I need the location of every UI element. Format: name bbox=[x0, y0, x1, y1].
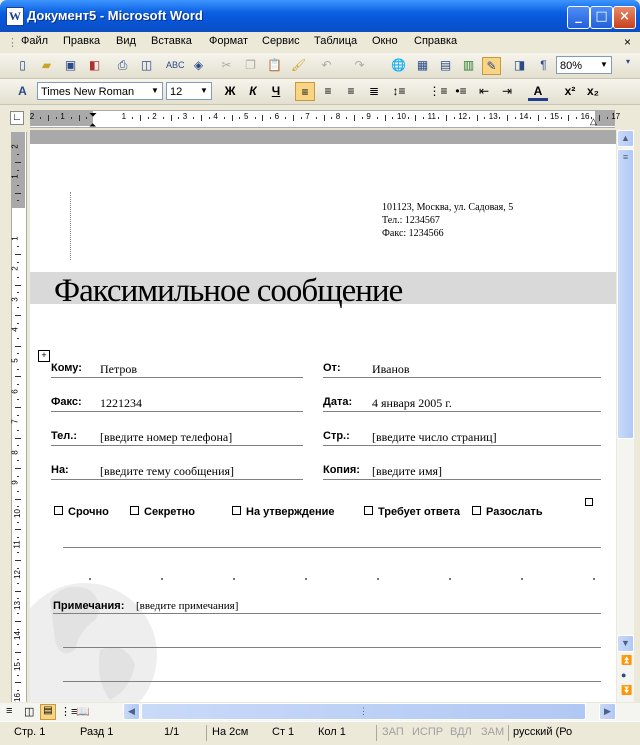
vertical-ruler-tick-label: 3 bbox=[10, 297, 20, 302]
ruler-tick-mark bbox=[607, 117, 608, 119]
notes-value[interactable]: [введите примечания] bbox=[136, 600, 239, 612]
insert-table-icon[interactable]: ▤ bbox=[439, 58, 452, 72]
ruler-tick-mark bbox=[576, 117, 577, 119]
ruler-tick-mark bbox=[132, 117, 133, 119]
maximize-button[interactable]: □ bbox=[590, 6, 613, 29]
vertical-ruler-tick-mark bbox=[17, 629, 19, 630]
ruler-tick-label: 11 bbox=[427, 112, 436, 121]
right-indent-marker[interactable]: △ bbox=[590, 116, 597, 126]
horizontal-scroll-thumb[interactable]: ⋮ bbox=[141, 703, 586, 720]
ruler-tick-mark bbox=[48, 115, 49, 121]
vertical-ruler-tick-label: 6 bbox=[10, 388, 20, 394]
vertical-ruler-tick-mark bbox=[17, 445, 19, 446]
copy-icon[interactable]: ❐ bbox=[245, 58, 256, 72]
close-button[interactable]: × bbox=[613, 6, 636, 29]
vertical-ruler-tick-mark bbox=[17, 338, 19, 339]
ruler-tick-label: 15 bbox=[550, 112, 559, 121]
ruler-tick-label: 17 bbox=[611, 112, 621, 121]
ruler-tick-mark bbox=[561, 117, 562, 119]
vertical-ruler-tick-mark bbox=[17, 262, 19, 263]
vertical-ruler-tick-mark bbox=[15, 162, 21, 163]
scroll-right-button[interactable]: ▶ bbox=[599, 703, 616, 720]
cc-value[interactable]: [введите имя] bbox=[372, 464, 443, 478]
menu-window[interactable]: Окно bbox=[372, 35, 398, 47]
grid-dot bbox=[89, 578, 91, 580]
vertical-ruler-tick-mark bbox=[17, 415, 19, 416]
fax-label: Факс: bbox=[51, 396, 82, 408]
grid-dot bbox=[377, 578, 379, 580]
font-select[interactable] bbox=[37, 82, 163, 100]
subject-label: На: bbox=[51, 464, 69, 476]
vertical-ruler-tick-mark bbox=[15, 438, 21, 439]
vertical-ruler-tick-mark bbox=[17, 644, 19, 645]
ruler-tick-mark bbox=[324, 115, 325, 121]
decrease-indent-icon[interactable]: ⇤ bbox=[478, 84, 490, 98]
notes-underline bbox=[53, 613, 601, 614]
vertical-ruler-tick-label: 1 bbox=[10, 174, 20, 180]
vertical-ruler-tick-mark bbox=[17, 659, 19, 660]
checkbox-urgent[interactable]: Срочно bbox=[54, 506, 109, 518]
ruler-tick-mark bbox=[385, 115, 386, 121]
ruler-tick-mark bbox=[293, 115, 294, 121]
print-icon[interactable]: ⎙ bbox=[117, 58, 128, 72]
bold-button[interactable]: Ж bbox=[224, 84, 236, 98]
vertical-ruler-tick-mark bbox=[17, 568, 19, 569]
ruler-tick-label: 3 bbox=[182, 112, 188, 121]
ruler-tick-mark bbox=[484, 117, 485, 119]
zoom-select[interactable] bbox=[556, 56, 612, 74]
vertical-ruler-tick-label: 16 bbox=[12, 692, 22, 702]
vertical-ruler-tick-label: 1 bbox=[10, 235, 20, 241]
pages-label: Стр.: bbox=[323, 430, 350, 442]
chevron-down-icon: ▼ bbox=[600, 60, 608, 69]
vertical-ruler-tick-mark bbox=[15, 407, 21, 408]
vertical-ruler-tick-label: 15 bbox=[12, 662, 22, 671]
vertical-ruler-tick-mark bbox=[17, 369, 19, 370]
grid-dot bbox=[449, 578, 451, 580]
ruler-tick-label: 12 bbox=[458, 112, 468, 121]
menu-close-icon[interactable]: × bbox=[624, 35, 632, 49]
vertical-ruler-tick-mark bbox=[17, 399, 19, 400]
vertical-ruler-tick-mark bbox=[15, 376, 21, 377]
menu-tools[interactable]: Сервис bbox=[262, 35, 300, 47]
sender-phone: Тел.: 1234567 bbox=[382, 215, 440, 226]
menu-grip: ⋮ bbox=[7, 37, 18, 49]
superscript-icon[interactable]: x² bbox=[564, 84, 576, 98]
phone-label: Тел.: bbox=[51, 430, 77, 442]
row-underline bbox=[323, 411, 601, 412]
ruler-tick-mark bbox=[446, 115, 447, 121]
separator-line bbox=[63, 547, 601, 548]
ruler-tick-mark bbox=[377, 117, 378, 119]
status-divider bbox=[508, 725, 509, 741]
new-document-icon[interactable]: ▯ bbox=[19, 58, 26, 72]
ruler-tick-label: 10 bbox=[397, 112, 406, 121]
from-value[interactable]: Иванов bbox=[372, 362, 410, 376]
line-spacing-icon[interactable]: ↕≡ bbox=[392, 84, 406, 98]
chevron-down-icon: ▼ bbox=[151, 86, 159, 95]
vertical-ruler-tick-mark bbox=[15, 285, 21, 286]
ruler-tick-mark bbox=[239, 117, 240, 119]
vertical-ruler-tick-label: 2 bbox=[10, 144, 20, 149]
vertical-ruler-ticks bbox=[11, 132, 25, 702]
bullets-icon[interactable]: •≡ bbox=[455, 84, 467, 98]
row-underline bbox=[51, 377, 303, 378]
status-language[interactable]: русский (Ро bbox=[513, 726, 573, 738]
toolbar-options-icon[interactable]: ▾ bbox=[626, 57, 631, 66]
vertical-ruler-tick-mark bbox=[17, 430, 19, 431]
status-record[interactable]: ЗАП bbox=[382, 726, 404, 738]
page-top-gap bbox=[30, 130, 616, 144]
ruler-tick-mark bbox=[56, 117, 57, 119]
document-title[interactable]: Факсимильное сообщение bbox=[54, 273, 403, 309]
ruler-tick-mark bbox=[423, 117, 424, 119]
numbering-icon[interactable]: ⋮≡ bbox=[428, 84, 448, 98]
font-size-select[interactable] bbox=[166, 82, 212, 100]
vertical-ruler-tick-mark bbox=[15, 621, 21, 622]
justify-icon[interactable]: ≣ bbox=[368, 84, 380, 98]
ruler-tick-mark bbox=[285, 117, 286, 119]
checkbox-distribute[interactable]: Разослать bbox=[472, 506, 543, 518]
ruler-tick-label: 5 bbox=[244, 112, 249, 121]
vertical-scroll-thumb[interactable]: ≡ bbox=[617, 149, 634, 439]
ruler-tick-mark bbox=[71, 117, 72, 119]
redo-icon[interactable]: ↷ bbox=[354, 58, 365, 72]
scroll-down-button[interactable]: ▼ bbox=[617, 635, 634, 652]
left-indent-marker[interactable]: ⏶ bbox=[89, 120, 97, 130]
vertical-scrollbar[interactable] bbox=[617, 130, 634, 702]
vertical-ruler-tick-label: 2 bbox=[10, 266, 20, 271]
ruler-tick-mark bbox=[454, 117, 455, 119]
menu-format[interactable]: Формат bbox=[209, 35, 249, 47]
open-folder-icon[interactable]: ▰ bbox=[41, 58, 52, 72]
menu-bar bbox=[0, 32, 640, 52]
grid-dot bbox=[593, 578, 595, 580]
window-title: Документ5 - Microsoft Word bbox=[27, 8, 203, 23]
ruler-tick-mark bbox=[148, 117, 149, 119]
horizontal-scrollbar-area bbox=[0, 703, 640, 721]
notes-label: Примечания: bbox=[53, 600, 125, 612]
vertical-ruler-tick-mark bbox=[17, 292, 19, 293]
vertical-ruler-tick-label: 14 bbox=[12, 631, 22, 641]
ruler-tick-label: 7 bbox=[305, 112, 310, 121]
ruler-tick-mark bbox=[209, 117, 210, 119]
menu-edit[interactable]: Правка bbox=[63, 35, 101, 47]
dotted-row bbox=[30, 576, 616, 582]
research-icon[interactable]: ◈ bbox=[193, 58, 204, 72]
grid-dot bbox=[233, 578, 235, 580]
vertical-ruler-tick-mark bbox=[15, 254, 21, 255]
grid-dot bbox=[305, 578, 307, 580]
formatting-toolbar bbox=[0, 79, 640, 105]
web-layout-icon[interactable]: ◫ bbox=[24, 706, 35, 718]
spelling-icon[interactable]: ABC bbox=[166, 60, 185, 70]
menu-insert[interactable]: Вставка bbox=[151, 35, 192, 47]
print-preview-icon[interactable]: ◫ bbox=[140, 58, 153, 72]
vertical-ruler-tick-mark bbox=[17, 522, 19, 523]
vertical-ruler-tick-mark bbox=[17, 353, 19, 354]
status-bar bbox=[0, 721, 640, 745]
vertical-ruler-tick-mark bbox=[17, 491, 19, 492]
ruler-tick-label: 14 bbox=[519, 112, 529, 121]
vertical-ruler-tick-label: 10 bbox=[12, 509, 22, 518]
vertical-ruler-tick-mark bbox=[15, 652, 21, 653]
ruler-tick-mark bbox=[331, 117, 332, 119]
phone-value[interactable]: [введите номер телефона] bbox=[100, 430, 233, 444]
table-resize-handle[interactable] bbox=[585, 498, 593, 506]
select-browse-object-icon[interactable]: ● bbox=[621, 670, 627, 680]
date-label: Дата: bbox=[323, 396, 353, 408]
notes-line bbox=[63, 647, 601, 648]
status-at: На 2см bbox=[212, 726, 249, 738]
status-track-changes[interactable]: ИСПР bbox=[412, 726, 444, 738]
ruler-tick-mark bbox=[171, 115, 172, 121]
document-map-icon[interactable]: ◨ bbox=[513, 58, 526, 72]
vertical-ruler-tick-label: 4 bbox=[10, 327, 20, 333]
status-overtype[interactable]: ЗАМ bbox=[481, 726, 505, 738]
previous-page-icon[interactable]: ⏫ bbox=[621, 655, 633, 665]
vertical-ruler-tick-mark bbox=[17, 506, 19, 507]
ruler-tick-mark bbox=[545, 117, 546, 119]
ruler-tick-mark bbox=[86, 117, 87, 119]
vertical-ruler-tick-mark bbox=[17, 537, 19, 538]
standard-toolbar bbox=[0, 53, 640, 79]
ruler-tick-label: 6 bbox=[274, 112, 280, 121]
underline-button[interactable]: Ч bbox=[271, 84, 281, 98]
ruler-tick-mark bbox=[469, 117, 470, 119]
vertical-ruler-tick-mark bbox=[15, 193, 21, 194]
ruler-tick-label: 8 bbox=[335, 112, 341, 121]
menu-view[interactable]: Вид bbox=[116, 35, 136, 47]
undo-icon[interactable]: ↶ bbox=[321, 58, 332, 72]
vertical-ruler-tick-mark bbox=[17, 246, 19, 247]
permission-icon[interactable]: ◧ bbox=[88, 58, 101, 72]
ruler-tick-mark bbox=[316, 117, 317, 119]
tab-selector-icon[interactable]: ∟ bbox=[10, 111, 24, 125]
vertical-ruler-tick-label: 12 bbox=[12, 570, 22, 580]
row-underline bbox=[323, 445, 601, 446]
vertical-ruler-tick-mark bbox=[15, 468, 21, 469]
ruler-tick-mark bbox=[193, 117, 194, 119]
vertical-ruler-tick-mark bbox=[17, 384, 19, 385]
ruler-tick-label: 1 bbox=[60, 112, 65, 121]
cut-icon[interactable]: ✂ bbox=[221, 58, 232, 72]
to-value[interactable]: Петров bbox=[100, 362, 138, 376]
show-hide-icon[interactable]: ¶ bbox=[540, 58, 547, 72]
vertical-ruler-tick-mark bbox=[17, 200, 19, 201]
vertical-ruler-tick-mark bbox=[17, 170, 19, 171]
vertical-ruler-tick-mark bbox=[17, 613, 19, 614]
increase-indent-icon[interactable]: ⇥ bbox=[501, 84, 513, 98]
ruler-tick-mark bbox=[301, 117, 302, 119]
font-color-button[interactable]: A bbox=[528, 82, 548, 101]
vertical-ruler-tick-mark bbox=[15, 346, 21, 347]
grid-dot bbox=[521, 578, 523, 580]
vertical-ruler-tick-mark bbox=[15, 560, 21, 561]
cc-label: Копия: bbox=[323, 464, 360, 476]
ruler-tick-mark bbox=[568, 115, 569, 121]
menu-file[interactable]: Файл bbox=[21, 35, 49, 47]
ruler-tick-mark bbox=[362, 117, 363, 119]
drawing-icon[interactable]: ✎ bbox=[482, 57, 501, 75]
sender-address: 101123, Москва, ул. Садовая, 5 bbox=[382, 202, 514, 213]
font-size-value: 12 bbox=[170, 86, 183, 98]
pages-value[interactable]: [введите число страниц] bbox=[372, 430, 497, 444]
ruler-tick-label: 9 bbox=[366, 112, 371, 121]
first-line-indent-marker[interactable]: ⏷ bbox=[89, 110, 97, 121]
status-pages: 1/1 bbox=[164, 726, 180, 738]
ruler-tick-mark bbox=[515, 117, 516, 119]
vertical-ruler-tick-label: 11 bbox=[12, 539, 22, 549]
row-underline bbox=[51, 479, 303, 480]
vertical-ruler-tick-mark bbox=[17, 154, 19, 155]
zoom-value: 80% bbox=[560, 60, 583, 72]
subject-value[interactable]: [введите тему сообщения] bbox=[100, 464, 235, 478]
ruler-tick-mark bbox=[507, 115, 508, 121]
row-underline bbox=[323, 479, 601, 480]
vertical-ruler-tick-mark bbox=[17, 552, 19, 553]
ruler-tick-mark bbox=[438, 117, 439, 119]
row-underline bbox=[323, 377, 601, 378]
menu-help[interactable]: Справка bbox=[414, 35, 458, 47]
menu-table[interactable]: Таблица bbox=[314, 35, 358, 47]
ruler-tick-mark bbox=[224, 117, 225, 119]
ruler-tick-mark bbox=[408, 117, 409, 119]
status-extend[interactable]: ВДЛ bbox=[450, 726, 472, 738]
status-page: Стр. 1 bbox=[14, 726, 46, 738]
to-label: Кому: bbox=[51, 362, 82, 374]
grid-dot bbox=[161, 578, 163, 580]
fax-value[interactable]: 1221234 bbox=[100, 396, 142, 410]
date-value[interactable]: 4 января 2005 г. bbox=[372, 396, 452, 410]
ruler-tick-mark bbox=[40, 117, 41, 119]
ruler-tick-mark bbox=[201, 115, 202, 121]
scroll-up-button[interactable]: ▲ bbox=[617, 130, 634, 147]
ruler-tick-label: 1 bbox=[121, 112, 127, 121]
ruler-tick-mark bbox=[477, 115, 478, 121]
ruler-tick-mark bbox=[415, 115, 416, 121]
vertical-ruler-tick-mark bbox=[17, 323, 19, 324]
vertical-ruler-tick-label: 5 bbox=[10, 358, 20, 363]
vertical-ruler-tick-mark bbox=[17, 277, 19, 278]
row-underline bbox=[51, 445, 303, 446]
ruler-tick-mark bbox=[255, 117, 256, 119]
align-center-icon[interactable]: ≡ bbox=[324, 84, 332, 98]
styles-icon[interactable]: A bbox=[18, 84, 27, 98]
status-section: Разд 1 bbox=[80, 726, 114, 738]
ruler-tick-label: 4 bbox=[213, 112, 218, 121]
font-value: Times New Roman bbox=[41, 86, 135, 98]
vertical-ruler-tick-mark bbox=[17, 598, 19, 599]
ruler-tick-mark bbox=[79, 115, 80, 121]
format-painter-icon[interactable]: 🖌 bbox=[290, 58, 307, 72]
ruler-tick-mark bbox=[140, 115, 141, 121]
save-icon[interactable]: ▣ bbox=[64, 58, 77, 72]
align-right-icon[interactable]: ≡ bbox=[347, 84, 355, 98]
notes-line bbox=[63, 681, 601, 682]
ruler-tick-mark bbox=[163, 117, 164, 119]
ruler-tick-mark bbox=[354, 115, 355, 121]
checkbox-approval[interactable]: На утверждение bbox=[232, 506, 335, 518]
ruler-tick-label: 16 bbox=[580, 112, 590, 121]
paste-icon[interactable]: 📋 bbox=[267, 58, 282, 72]
document-page[interactable] bbox=[30, 130, 616, 702]
ruler-tick-label: 2 bbox=[152, 112, 157, 121]
table-move-handle-icon[interactable]: + bbox=[38, 350, 50, 362]
outline-view-icon[interactable]: ⋮≡ bbox=[60, 706, 78, 718]
ruler-tick-mark bbox=[346, 117, 347, 119]
vertical-ruler-tick-mark bbox=[15, 315, 21, 316]
vertical-ruler-tick-mark bbox=[17, 185, 19, 186]
status-divider bbox=[376, 725, 377, 741]
vertical-ruler-tick-mark bbox=[17, 675, 19, 676]
margin-marker bbox=[70, 192, 72, 260]
vertical-ruler-tick-mark bbox=[17, 476, 19, 477]
vertical-ruler-tick-mark bbox=[17, 307, 19, 308]
next-page-icon[interactable]: ⏬ bbox=[621, 685, 633, 695]
subscript-icon[interactable]: x₂ bbox=[586, 84, 599, 98]
vertical-ruler-tick-mark bbox=[15, 682, 21, 683]
vertical-ruler-tick-mark bbox=[17, 690, 19, 691]
status-divider bbox=[206, 725, 207, 741]
italic-button[interactable]: К bbox=[249, 84, 257, 98]
vertical-ruler-tick-label: 8 bbox=[10, 450, 20, 455]
ruler-tick-mark bbox=[538, 115, 539, 121]
vertical-ruler-tick-label: 9 bbox=[10, 480, 20, 486]
chevron-down-icon: ▼ bbox=[200, 86, 208, 95]
vertical-ruler-tick-label: 7 bbox=[10, 419, 20, 424]
checkbox-confidential[interactable]: Секретно bbox=[130, 506, 195, 518]
from-label: От: bbox=[323, 362, 341, 374]
ruler-tick-label: 13 bbox=[488, 112, 498, 121]
ruler-tick-mark bbox=[530, 117, 531, 119]
reading-layout-icon[interactable]: 📖 bbox=[76, 706, 90, 718]
insert-excel-icon[interactable]: ▥ bbox=[462, 58, 475, 72]
scroll-left-button[interactable]: ◀ bbox=[123, 703, 140, 720]
ruler-tick-mark bbox=[392, 117, 393, 119]
print-layout-icon[interactable]: ▤ bbox=[40, 704, 56, 720]
row-underline bbox=[51, 411, 303, 412]
normal-view-icon[interactable]: ≡ bbox=[6, 705, 13, 717]
hyperlink-icon[interactable]: 🌐 bbox=[391, 58, 406, 72]
ruler-tick-mark bbox=[178, 117, 179, 119]
vertical-ruler-tick-mark bbox=[15, 591, 21, 592]
status-column: Кол 1 bbox=[318, 726, 346, 738]
sender-fax: Факс: 1234566 bbox=[382, 228, 444, 239]
checkbox-reply[interactable]: Требует ответа bbox=[364, 506, 460, 518]
ruler-tick-mark bbox=[270, 117, 271, 119]
ruler-tick-mark bbox=[599, 115, 600, 121]
align-left-icon[interactable]: ≡ bbox=[295, 82, 315, 101]
minimize-button[interactable]: _ bbox=[567, 6, 590, 29]
ruler-tick-mark bbox=[232, 115, 233, 121]
ruler-tick-label: 2 bbox=[29, 112, 35, 121]
word-app-icon[interactable]: W bbox=[6, 7, 24, 26]
vertical-ruler-tick-mark bbox=[17, 460, 19, 461]
vertical-ruler-tick-label: 13 bbox=[12, 600, 22, 610]
status-line: Ст 1 bbox=[272, 726, 295, 738]
vertical-ruler-tick-mark bbox=[17, 583, 19, 584]
vertical-ruler-tick-mark bbox=[15, 499, 21, 500]
ruler-tick-mark bbox=[499, 117, 500, 119]
tables-borders-icon[interactable]: ▦ bbox=[416, 58, 429, 72]
ruler-tick-mark bbox=[262, 115, 263, 121]
vertical-ruler-tick-mark bbox=[15, 529, 21, 530]
